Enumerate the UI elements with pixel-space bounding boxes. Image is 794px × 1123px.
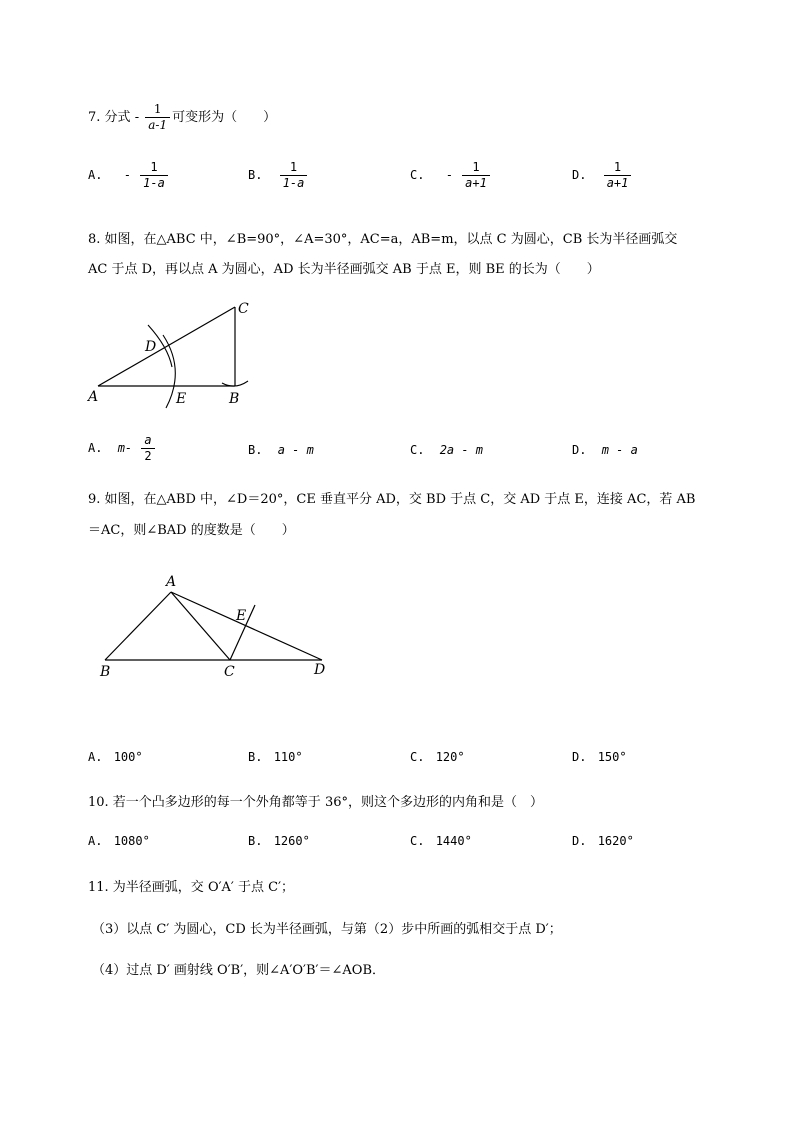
q8-label-c: C <box>238 301 249 317</box>
q7-option-d-num: 1 <box>604 160 632 176</box>
q8-option-d-text: m - a <box>601 443 638 457</box>
q7-option-d-den: a+1 <box>606 176 629 190</box>
q7-option-a-frac <box>140 160 168 191</box>
q7-option-d <box>572 160 633 191</box>
q11-line1: 11. 为半径画弧，交 O′A′ 于点 C′； <box>88 880 295 895</box>
q10-option-d <box>572 834 634 848</box>
q7-prefix: 分式 <box>104 110 131 125</box>
q7-option-b-num: 1 <box>280 160 308 176</box>
q8-option-c <box>410 443 483 457</box>
q8-option-b-text: a - m <box>277 443 314 457</box>
q10-option-c <box>410 834 472 848</box>
q9-option-c-text: 120° <box>435 750 465 764</box>
q10-option-a-label: A. <box>88 834 103 848</box>
q10-stem: 10. 若一个凸多边形的每一个外角都等于 36°，则这个多边形的内角和是（ ） <box>88 795 543 810</box>
q10-option-a-text: 1080° <box>113 834 150 848</box>
q7-option-c-neg: - <box>445 168 453 182</box>
q8-option-c-label: C. <box>410 443 425 457</box>
q10-option-b-label: B. <box>248 834 263 848</box>
q11-line2: （3）以点 C′ 为圆心，CD 长为半径画弧，与第（2）步中所画的弧相交于点 D′； <box>92 922 562 937</box>
q9-side-ac <box>171 592 230 660</box>
q7-suffix: 可变形为（ ） <box>172 110 277 125</box>
q8-option-b-label: B. <box>248 443 263 457</box>
q9-stem-line1: 9. 如图，在△ABD 中，∠D＝20°，CE 垂直平分 AD，交 BD 于点 C，交 AD 于点 E，连接 AC，若 AB <box>88 492 696 507</box>
q7-option-b <box>248 160 309 191</box>
q9-option-c <box>410 750 465 764</box>
q8-option-d-label: D. <box>572 443 587 457</box>
q10-option-b-text: 1260° <box>273 834 310 848</box>
q7-option-a <box>88 160 170 191</box>
q7-option-b-den: 1-a <box>282 176 305 190</box>
q7-option-a-den: 1-a <box>143 176 165 190</box>
q7-option-a-label: A. <box>88 168 103 182</box>
q8-label-b: B <box>229 391 240 407</box>
q7-neg: - <box>134 110 140 125</box>
q9-label-a: A <box>166 574 177 590</box>
q7-frac-num: 1 <box>145 102 170 118</box>
q7-fraction <box>145 102 170 133</box>
q9-label-c: C <box>224 664 235 680</box>
q8-option-a-num: a <box>141 433 154 449</box>
q7-frac-den: a-1 <box>148 118 168 132</box>
q9-option-b-text: 110° <box>273 750 303 764</box>
q10-option-d-text: 1620° <box>597 834 634 848</box>
q7-option-c-label: C. <box>410 168 425 182</box>
q7-option-b-label: B. <box>248 168 263 182</box>
q9-option-d-label: D. <box>572 750 587 764</box>
q9-label-d: D <box>314 662 326 678</box>
q9-option-b-label: B. <box>248 750 263 764</box>
q8-option-d <box>572 443 638 457</box>
q7-option-c-den: a+1 <box>465 176 487 190</box>
q7-number: 7. <box>88 110 101 125</box>
q9-label-e: E <box>236 608 247 624</box>
q9-figure <box>90 570 350 690</box>
q8-option-a-label: A. <box>88 441 103 455</box>
q7-option-d-frac <box>604 160 632 191</box>
q8-label-d: D <box>145 339 157 355</box>
q10-option-c-label: C. <box>410 834 425 848</box>
q10-option-d-label: D. <box>572 834 587 848</box>
q9-option-b <box>248 750 303 764</box>
q7-option-c <box>410 160 492 191</box>
q8-arc-from-a <box>163 335 175 408</box>
q7-option-a-num: 1 <box>140 160 168 176</box>
q8-label-e: E <box>176 391 187 407</box>
q9-option-d-text: 150° <box>597 750 627 764</box>
q8-option-c-text: 2a - m <box>439 443 484 457</box>
q9-side-ab <box>105 592 171 660</box>
q10-option-a <box>88 834 150 848</box>
q8-figure <box>80 295 280 415</box>
q7-option-a-neg: - <box>123 168 131 182</box>
q8-option-a-den: 2 <box>144 449 152 463</box>
q8-side-ac <box>98 307 235 386</box>
q9-option-d <box>572 750 627 764</box>
q7-option-c-frac <box>462 160 490 191</box>
q9-option-a <box>88 750 143 764</box>
q7-option-d-label: D. <box>572 168 587 182</box>
q7-stem <box>88 102 276 133</box>
q8-option-a-frac <box>141 433 154 464</box>
q7-option-c-num: 1 <box>462 160 490 176</box>
q8-option-b <box>248 443 314 457</box>
q9-option-a-label: A. <box>88 750 103 764</box>
q8-stem-line1: 8. 如图，在△ABC 中，∠B=90°，∠A=30°，AC=a，AB=m，以点 C 为圆心，CB 长为半径画弧交 <box>88 232 678 247</box>
q9-option-a-text: 100° <box>113 750 143 764</box>
q7-option-b-frac <box>280 160 308 191</box>
q8-label-a: A <box>88 389 99 405</box>
q10-option-b <box>248 834 310 848</box>
q9-label-b: B <box>100 664 111 680</box>
q8-stem-line2: AC 于点 D，再以点 A 为圆心，AD 长为半径画弧交 AB 于点 E，则 BE 的长为（ ） <box>88 262 600 277</box>
q8-option-a-expr: m- <box>117 441 133 455</box>
q11-line3: （4）过点 D′ 画射线 O′B′，则∠A′O′B′＝∠AOB． <box>92 963 385 978</box>
q9-option-c-label: C. <box>410 750 425 764</box>
q10-option-c-text: 1440° <box>435 834 472 848</box>
q9-side-ad <box>171 592 322 660</box>
q8-option-a <box>88 433 157 464</box>
q9-stem-line2: ＝AC，则∠BAD 的度数是（ ） <box>88 523 295 538</box>
